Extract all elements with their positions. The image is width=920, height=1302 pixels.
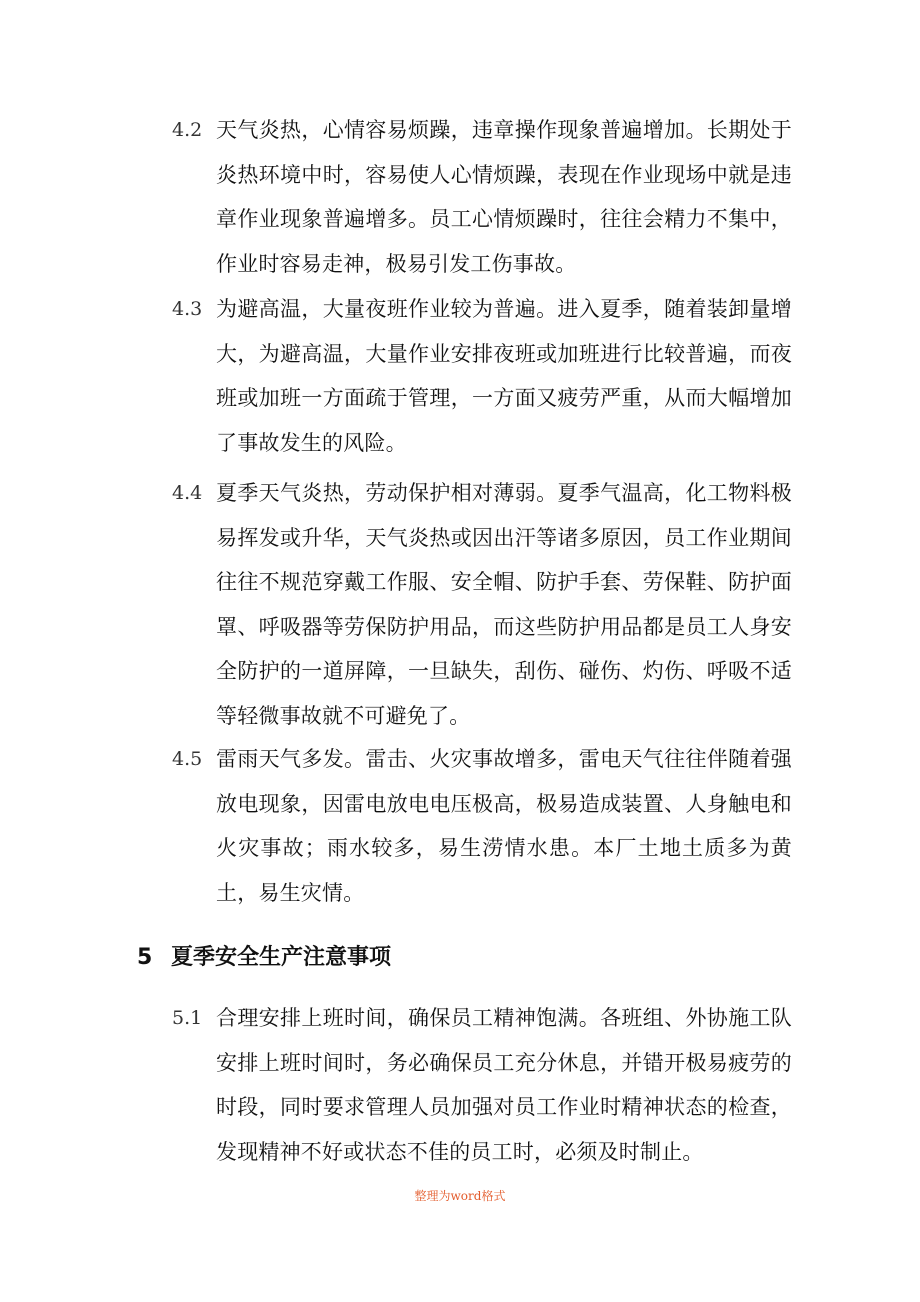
paragraph-number: 4.4 [172,482,203,504]
footer-note: 整理为word格式 [414,1189,506,1203]
paragraph-4-3 [172,287,792,465]
paragraph-text: 天气炎热，心情容易烦躁，违章操作现象普遍增加。长期处于炎热环境中时，容易使人心情烦躁，表现在作业现场中就是违章作业现象普遍增多。员工心情烦躁时，往往会精力不集中，作业时容易走神，极易引发工伤事故。 [216,118,792,276]
section-title: 夏季安全生产注意事项 [171,945,392,970]
paragraph-4-5 [172,737,792,915]
paragraph-number: 4.3 [172,298,203,320]
paragraph-number: 4.5 [172,748,203,770]
paragraph-text: 合理安排上班时间，确保员工精神饱满。各班组、外协施工队安排上班时间时，务必确保员工充分休息，并错开极易疲劳的时段，同时要求管理人员加强对员工作业时精神状态的检查，发现精神不好或状态不佳的员工时，必须及时制止。 [216,1006,792,1164]
paragraph-number: 4.2 [172,119,203,141]
paragraph-4-4 [172,471,792,739]
section-number: 5 [137,945,153,970]
paragraph-text: 为避高温，大量夜班作业较为普遍。进入夏季，随着装卸量增大，为避高温，大量作业安排夜班或加班进行比较普遍，而夜班或加班一方面疏于管理，一方面又疲劳严重，从而大幅增加了事故发生的风险。 [216,297,792,455]
paragraph-text: 雷雨天气多发。雷击、火灾事故增多，雷电天气往往伴随着强放电现象，因雷电放电电压极高，极易造成装置、人身触电和火灾事故；雨水较多，易生涝情水患。本厂土地土质多为黄土，易生灾情。 [216,747,792,905]
paragraph-number: 5.1 [172,1007,203,1029]
section-heading [137,940,391,971]
paragraph-text: 夏季天气炎热，劳动保护相对薄弱。夏季气温高，化工物料极易挥发或升华，天气炎热或因出汗等诸多原因，员工作业期间往往不规范穿戴工作服、安全帽、防护手套、劳保鞋、防护面罩、呼吸器等劳保防护用品，而这些防护用品都是员工人身安全防护的一道屏障，一旦缺失，刮伤、碰伤、灼伤、呼吸不适等轻微事故就不可避免了。 [216,481,792,728]
paragraph-4-2 [172,108,792,286]
paragraph-5-1 [172,996,792,1174]
